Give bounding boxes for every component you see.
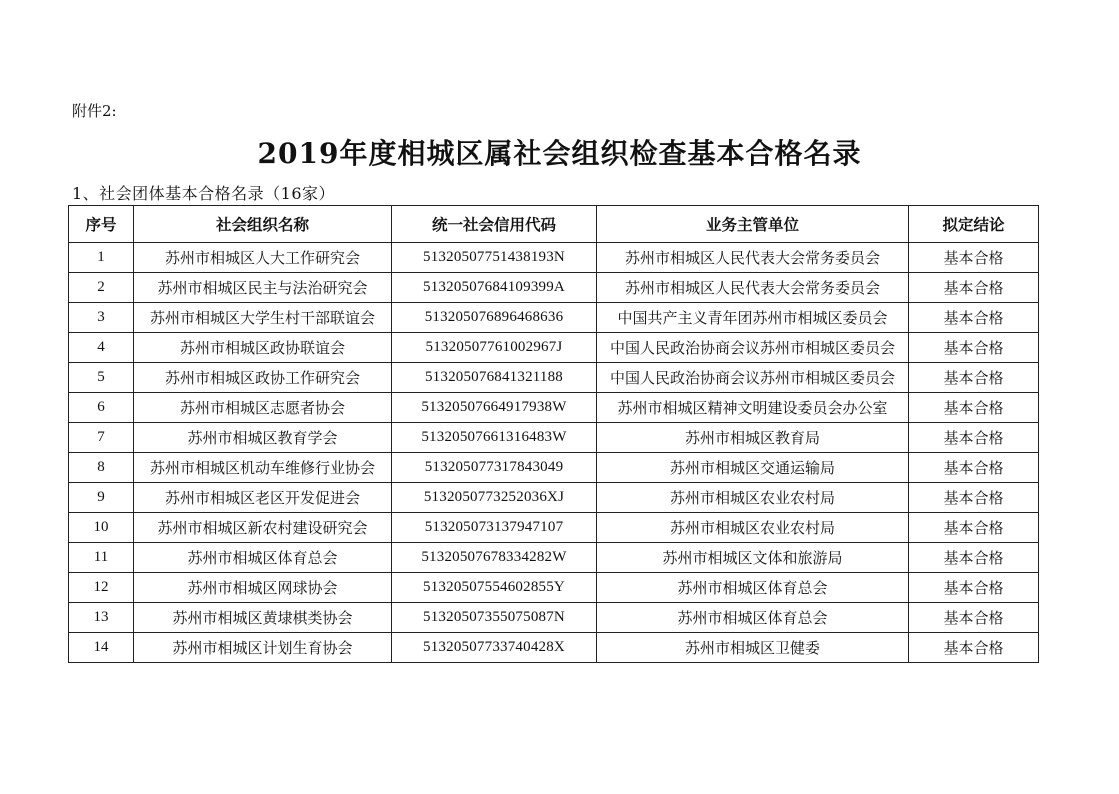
row-result: 基本合格	[909, 333, 1039, 363]
row-result: 基本合格	[909, 573, 1039, 603]
row-org-name: 苏州市相城区大学生村干部联谊会	[134, 303, 392, 333]
table-row	[69, 453, 1039, 483]
row-seq: 7	[69, 423, 134, 453]
row-org-name: 苏州市相城区新农村建设研究会	[134, 513, 392, 543]
row-credit-code: 51320507661316483W	[392, 423, 597, 453]
row-supervisor: 苏州市相城区交通运输局	[597, 453, 909, 483]
row-org-name: 苏州市相城区志愿者协会	[134, 393, 392, 423]
row-seq: 11	[69, 543, 134, 573]
row-result: 基本合格	[909, 423, 1039, 453]
row-seq: 14	[69, 633, 134, 663]
table-row	[69, 573, 1039, 603]
row-org-name: 苏州市相城区网球协会	[134, 573, 392, 603]
row-supervisor: 中国共产主义青年团苏州市相城区委员会	[597, 303, 909, 333]
row-seq: 8	[69, 453, 134, 483]
row-result: 基本合格	[909, 363, 1039, 393]
row-credit-code: 513205076896468636	[392, 303, 597, 333]
row-seq: 4	[69, 333, 134, 363]
header-credit-code: 统一社会信用代码	[392, 206, 597, 243]
row-supervisor: 苏州市相城区农业农村局	[597, 513, 909, 543]
row-supervisor: 中国人民政治协商会议苏州市相城区委员会	[597, 333, 909, 363]
header-result: 拟定结论	[909, 206, 1039, 243]
row-credit-code: 51320507664917938W	[392, 393, 597, 423]
row-supervisor: 苏州市相城区人民代表大会常务委员会	[597, 273, 909, 303]
row-supervisor: 中国人民政治协商会议苏州市相城区委员会	[597, 363, 909, 393]
row-credit-code: 51320507355075087N	[392, 603, 597, 633]
organization-table	[68, 205, 1039, 663]
row-result: 基本合格	[909, 393, 1039, 423]
row-supervisor: 苏州市相城区文体和旅游局	[597, 543, 909, 573]
row-supervisor: 苏州市相城区精神文明建设委员会办公室	[597, 393, 909, 423]
row-credit-code: 513205077317843049	[392, 453, 597, 483]
table-header-row	[69, 206, 1039, 243]
row-org-name: 苏州市相城区计划生育协会	[134, 633, 392, 663]
row-seq: 2	[69, 273, 134, 303]
row-seq: 1	[69, 243, 134, 273]
table-row	[69, 633, 1039, 663]
row-org-name: 苏州市相城区机动车维修行业协会	[134, 453, 392, 483]
row-org-name: 苏州市相城区体育总会	[134, 543, 392, 573]
row-seq: 12	[69, 573, 134, 603]
row-seq: 10	[69, 513, 134, 543]
row-seq: 5	[69, 363, 134, 393]
section-subtitle: 1、社会团体基本合格名录（16家）	[72, 184, 336, 203]
row-credit-code: 51320507751438193N	[392, 243, 597, 273]
row-credit-code: 513205073137947107	[392, 513, 597, 543]
row-result: 基本合格	[909, 453, 1039, 483]
table-row	[69, 303, 1039, 333]
row-result: 基本合格	[909, 513, 1039, 543]
table-row	[69, 513, 1039, 543]
row-result: 基本合格	[909, 303, 1039, 333]
row-credit-code: 513205076841321188	[392, 363, 597, 393]
row-org-name: 苏州市相城区老区开发促进会	[134, 483, 392, 513]
row-org-name: 苏州市相城区人大工作研究会	[134, 243, 392, 273]
row-result: 基本合格	[909, 633, 1039, 663]
table-row	[69, 333, 1039, 363]
row-result: 基本合格	[909, 603, 1039, 633]
row-seq: 6	[69, 393, 134, 423]
attachment-label: 附件2:	[72, 102, 117, 120]
row-result: 基本合格	[909, 273, 1039, 303]
header-seq: 序号	[69, 206, 134, 243]
row-org-name: 苏州市相城区黄埭棋类协会	[134, 603, 392, 633]
row-result: 基本合格	[909, 543, 1039, 573]
row-org-name: 苏州市相城区政协联谊会	[134, 333, 392, 363]
row-seq: 9	[69, 483, 134, 513]
row-supervisor: 苏州市相城区体育总会	[597, 603, 909, 633]
table-row	[69, 483, 1039, 513]
row-supervisor: 苏州市相城区人民代表大会常务委员会	[597, 243, 909, 273]
row-credit-code: 51320507684109399A	[392, 273, 597, 303]
row-seq: 13	[69, 603, 134, 633]
row-result: 基本合格	[909, 483, 1039, 513]
row-credit-code: 51320507678334282W	[392, 543, 597, 573]
row-supervisor: 苏州市相城区卫健委	[597, 633, 909, 663]
row-credit-code: 51320507761002967J	[392, 333, 597, 363]
table-row	[69, 393, 1039, 423]
row-org-name: 苏州市相城区政协工作研究会	[134, 363, 392, 393]
table-row	[69, 273, 1039, 303]
table-row	[69, 423, 1039, 453]
row-supervisor: 苏州市相城区农业农村局	[597, 483, 909, 513]
header-org-name: 社会组织名称	[134, 206, 392, 243]
row-org-name: 苏州市相城区教育学会	[134, 423, 392, 453]
row-seq: 3	[69, 303, 134, 333]
table-row	[69, 243, 1039, 273]
row-credit-code: 5132050773252036XJ	[392, 483, 597, 513]
table-row	[69, 603, 1039, 633]
row-credit-code: 51320507554602855Y	[392, 573, 597, 603]
row-org-name: 苏州市相城区民主与法治研究会	[134, 273, 392, 303]
row-credit-code: 51320507733740428X	[392, 633, 597, 663]
table-row	[69, 543, 1039, 573]
row-supervisor: 苏州市相城区体育总会	[597, 573, 909, 603]
table-row	[69, 363, 1039, 393]
row-result: 基本合格	[909, 243, 1039, 273]
document-title: 2019年度相城区属社会组织检查基本合格名录	[257, 137, 862, 170]
header-supervisor: 业务主管单位	[597, 206, 909, 243]
row-supervisor: 苏州市相城区教育局	[597, 423, 909, 453]
